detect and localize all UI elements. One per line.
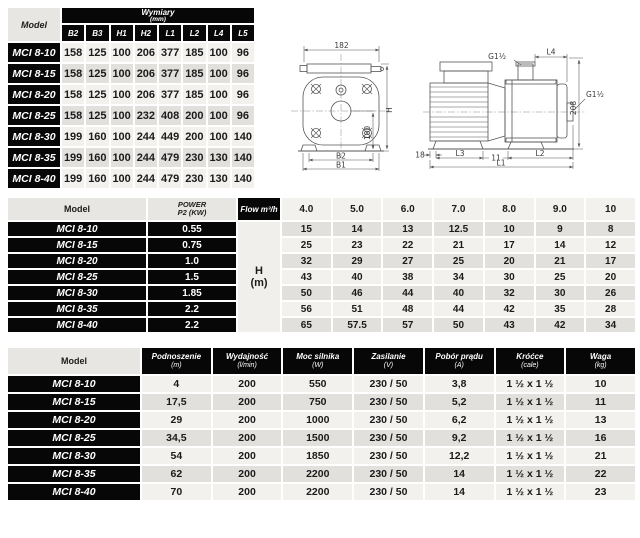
table-row	[8, 64, 254, 83]
value-cell: 377	[160, 88, 180, 101]
value-cell: 206	[136, 67, 156, 80]
value-cell: 32	[503, 287, 515, 299]
value-cell: 70	[170, 486, 183, 498]
value-cell: 34	[605, 319, 617, 331]
value-cell: 4	[173, 378, 180, 390]
value-cell: 206	[136, 88, 156, 101]
value-cell: 30	[554, 287, 566, 299]
column-header-wydajno-	[213, 348, 282, 374]
column-header-l4: L4	[208, 25, 230, 41]
value-cell: 185	[185, 46, 204, 59]
value-cell: 158	[63, 67, 83, 80]
value-cell: 44	[402, 287, 414, 299]
value-cell: 130	[209, 151, 228, 164]
value-cell: 158	[63, 46, 83, 59]
value-cell: 11	[595, 396, 607, 408]
value-cell: 750	[308, 396, 327, 408]
value-cell: 96	[236, 67, 249, 80]
value-cell: 12	[605, 239, 617, 251]
model-cell: MCI 8-40	[8, 169, 60, 188]
table-row	[8, 127, 254, 146]
dimensions-group-unit: (mm)	[150, 16, 166, 23]
value-cell: 200	[185, 109, 204, 122]
column-name: Podnoszenie	[151, 352, 202, 361]
value-cell: 200	[185, 130, 204, 143]
model-cell: MCI 8-30	[8, 127, 60, 146]
value-cell: 100	[112, 151, 131, 164]
value-cell: 22	[402, 239, 414, 251]
value-cell: 43	[300, 271, 312, 283]
column-header-b2: B2	[62, 25, 84, 41]
value-cell: 100	[209, 130, 228, 143]
column-unit: (m)	[171, 362, 182, 369]
value-cell: 100	[209, 46, 228, 59]
value-cell: 199	[63, 130, 83, 143]
value-cell: 51	[351, 303, 363, 315]
value-cell: 130	[209, 172, 228, 185]
value-cell: 21	[554, 255, 566, 267]
value-cell: 43	[503, 319, 515, 331]
value-cell: 199	[63, 172, 83, 185]
value-cell: 96	[236, 88, 249, 101]
value-cell: 26	[605, 287, 617, 299]
value-cell: 230 / 50	[369, 468, 408, 480]
head-unit: (m)	[250, 277, 268, 289]
value-cell: 42	[503, 303, 515, 315]
power-header-line2: P2 (KW)	[177, 208, 207, 217]
value-cell: 230 / 50	[369, 486, 408, 498]
flow-header-8-0: 8.0	[485, 198, 534, 220]
front-view-dimensions	[303, 46, 389, 171]
model-column-header: Model	[8, 8, 60, 41]
value-cell: 230 / 50	[369, 396, 408, 408]
dimensions-group-title: Wymiary	[141, 8, 175, 17]
value-cell: 50	[300, 287, 312, 299]
table-row	[8, 394, 635, 410]
value-cell: 185	[185, 67, 204, 80]
column-header-waga	[566, 348, 635, 374]
column-unit: (kg)	[594, 362, 607, 369]
value-cell: 10	[594, 378, 607, 390]
value-cell: 14	[453, 468, 465, 480]
column-header-podnoszenie	[142, 348, 211, 374]
dim-label-height: H	[385, 107, 394, 113]
power-cell: 2.2	[148, 318, 236, 332]
value-cell: 100	[209, 67, 228, 80]
value-cell: 14	[351, 223, 363, 235]
value-cell: 23	[351, 239, 363, 251]
value-cell: 140	[233, 172, 253, 185]
value-cell: 1850	[306, 450, 330, 462]
value-cell: 20	[605, 271, 617, 283]
flow-header-9-0: 9.0	[536, 198, 585, 220]
value-cell: 25	[554, 271, 566, 283]
value-cell: 44	[452, 303, 465, 315]
column-header-l1: L1	[159, 25, 181, 41]
model-cell: MCI 8-35	[8, 148, 60, 167]
table-row	[8, 376, 635, 392]
value-cell: 1 ½ x 1 ½	[506, 468, 554, 480]
table-row	[8, 254, 635, 268]
value-cell: 100	[112, 46, 131, 59]
model-column-header: Model	[8, 348, 140, 374]
value-cell: 377	[160, 67, 180, 80]
value-cell: 232	[136, 109, 156, 122]
value-cell: 100	[112, 88, 131, 101]
value-cell: 32	[300, 255, 312, 267]
value-cell: 25	[452, 255, 465, 267]
head-unit-cell	[238, 222, 280, 332]
value-cell: 479	[160, 172, 180, 185]
model-cell: MCI 8-30	[8, 448, 140, 464]
value-cell: 377	[160, 46, 180, 59]
value-cell: 29	[351, 255, 363, 267]
model-cell: MCI 8-10	[8, 43, 60, 62]
column-name: Wydajność	[226, 352, 269, 361]
value-cell: 1000	[306, 414, 330, 426]
pump-technical-drawing	[290, 38, 640, 198]
power-header-line1: POWER	[177, 199, 207, 209]
column-name: Waga	[590, 352, 612, 361]
value-cell: 34,5	[166, 432, 187, 444]
dim-label-width: 182	[334, 41, 349, 50]
model-cell: MCI 8-10	[8, 222, 146, 236]
table-row	[8, 222, 635, 236]
value-cell: 125	[88, 46, 107, 59]
model-cell: MCI 8-25	[8, 430, 140, 446]
column-header-kr-ce	[496, 348, 565, 374]
dimensions-group-header	[62, 8, 254, 23]
value-cell: 230	[185, 172, 204, 185]
table-row	[8, 430, 635, 446]
value-cell: 27	[402, 255, 414, 267]
model-column-header: Model	[8, 198, 146, 220]
value-cell: 1 ½ x 1 ½	[506, 432, 554, 444]
column-unit: (cale)	[521, 362, 539, 369]
specifications-table	[6, 346, 637, 502]
column-name: Moc silnika	[296, 352, 340, 361]
value-cell: 54	[170, 450, 183, 462]
model-cell: MCI 8-15	[8, 238, 146, 252]
model-cell: MCI 8-15	[8, 64, 60, 83]
table-row	[8, 448, 635, 464]
value-cell: 16	[594, 432, 607, 444]
power-cell: 1.85	[148, 286, 236, 300]
value-cell: 21	[594, 450, 607, 462]
value-cell: 100	[112, 109, 131, 122]
value-cell: 9,2	[451, 432, 467, 444]
table-row	[8, 302, 635, 316]
value-cell: 13	[594, 414, 607, 426]
table-row	[8, 106, 254, 125]
value-cell: 2200	[306, 486, 330, 498]
model-cell: MCI 8-40	[8, 484, 140, 500]
power-cell: 1.5	[148, 270, 236, 284]
column-header-h1: H1	[111, 25, 133, 41]
value-cell: 160	[88, 172, 107, 185]
value-cell: 160	[88, 151, 107, 164]
value-cell: 200	[238, 396, 256, 408]
value-cell: 46	[351, 287, 363, 299]
dim-label-l1: L1	[496, 158, 506, 168]
value-cell: 408	[160, 109, 180, 122]
value-cell: 200	[238, 378, 256, 390]
value-cell: 6,2	[451, 414, 467, 426]
value-cell: 23	[594, 486, 607, 498]
performance-table	[6, 196, 637, 334]
flow-header-5-0: 5.0	[333, 198, 382, 220]
value-cell: 200	[238, 414, 256, 426]
value-cell: 12,2	[448, 450, 470, 462]
table-row	[8, 412, 635, 428]
value-cell: 230 / 50	[369, 450, 408, 462]
head-label: H	[255, 265, 263, 277]
value-cell: 21	[452, 239, 465, 251]
model-cell: MCI 8-20	[8, 254, 146, 268]
dim-label-l2: L2	[535, 149, 545, 158]
dim-label-port-top: G1½	[488, 52, 506, 61]
value-cell: 479	[160, 151, 180, 164]
flow-header-6-0: 6.0	[383, 198, 432, 220]
value-cell: 140	[233, 151, 253, 164]
flow-header-7-0: 7.0	[434, 198, 483, 220]
dim-label-foot-offset: 18	[415, 150, 425, 160]
value-cell: 550	[308, 378, 327, 390]
value-cell: 1 ½ x 1 ½	[506, 486, 554, 498]
value-cell: 48	[402, 303, 414, 315]
value-cell: 230	[185, 151, 204, 164]
value-cell: 230 / 50	[369, 414, 408, 426]
column-name: Króćce	[516, 352, 544, 361]
value-cell: 100	[209, 109, 228, 122]
value-cell: 9	[557, 223, 563, 235]
value-cell: 56	[300, 303, 312, 315]
table-row	[8, 466, 635, 482]
dim-label-gap: 11	[491, 153, 501, 163]
front-view-labels	[334, 41, 394, 170]
value-cell: 29	[170, 414, 183, 426]
value-cell: 38	[402, 271, 414, 283]
column-header-moc-silnika	[283, 348, 352, 374]
value-cell: 1 ½ x 1 ½	[506, 450, 554, 462]
model-cell: MCI 8-20	[8, 85, 60, 104]
table-row	[8, 169, 254, 188]
value-cell: 10	[503, 223, 515, 235]
value-cell: 2200	[306, 468, 330, 480]
model-cell: MCI 8-35	[8, 302, 146, 316]
value-cell: 160	[88, 130, 107, 143]
value-cell: 40	[351, 271, 363, 283]
value-cell: 230 / 50	[369, 432, 408, 444]
value-cell: 3,8	[451, 378, 467, 390]
value-cell: 200	[238, 450, 256, 462]
column-name: Pobór prądu	[435, 352, 483, 361]
value-cell: 125	[88, 67, 107, 80]
value-cell: 96	[236, 109, 249, 122]
value-cell: 14	[453, 486, 465, 498]
value-cell: 13	[402, 223, 414, 235]
table-row	[8, 148, 254, 167]
front-view	[291, 54, 391, 158]
value-cell: 15	[300, 223, 312, 235]
column-header-b3: B3	[86, 25, 108, 41]
dim-label-b2: B2	[336, 151, 346, 161]
table-row	[8, 286, 635, 300]
model-cell: MCI 8-15	[8, 394, 140, 410]
value-cell: 17	[605, 255, 617, 267]
table-row	[8, 238, 635, 252]
value-cell: 100	[209, 88, 228, 101]
model-cell: MCI 8-40	[8, 318, 146, 332]
value-cell: 206	[136, 46, 156, 59]
column-unit: (W)	[312, 362, 324, 369]
value-cell: 200	[238, 468, 256, 480]
flow-header-10: 10	[586, 198, 635, 220]
value-cell: 40	[452, 287, 465, 299]
table-row	[8, 270, 635, 284]
value-cell: 1 ½ x 1 ½	[506, 378, 554, 390]
value-cell: 34	[452, 271, 465, 283]
dim-label-l4: L4	[546, 47, 556, 57]
table-row	[8, 318, 635, 332]
side-view	[423, 62, 586, 149]
dim-label-port-side: G1½	[586, 90, 604, 99]
value-cell: 185	[185, 88, 204, 101]
value-cell: 17	[503, 239, 515, 251]
column-header-l2: L2	[183, 25, 205, 41]
column-header-l5: L5	[232, 25, 254, 41]
dimensions-table	[6, 6, 256, 190]
power-cell: 1.0	[148, 254, 236, 268]
power-cell: 2.2	[148, 302, 236, 316]
value-cell: 125	[88, 88, 107, 101]
value-cell: 30	[503, 271, 515, 283]
table-row	[8, 43, 254, 62]
value-cell: 22	[594, 468, 607, 480]
value-cell: 57.5	[347, 319, 367, 331]
model-cell: MCI 8-10	[8, 376, 140, 392]
value-cell: 1 ½ x 1 ½	[506, 414, 554, 426]
value-cell: 230 / 50	[369, 378, 408, 390]
value-cell: 5,2	[451, 396, 467, 408]
column-header-zasilanie	[354, 348, 423, 374]
power-cell: 0.55	[148, 222, 236, 236]
model-cell: MCI 8-20	[8, 412, 140, 428]
value-cell: 1500	[306, 432, 330, 444]
value-cell: 25	[300, 239, 312, 251]
column-header-pob-r-pr-du	[425, 348, 494, 374]
value-cell: 12.5	[448, 223, 469, 235]
dim-label-b1: B1	[336, 160, 346, 170]
value-cell: 17,5	[166, 396, 187, 408]
dim-label-l3: L3	[455, 149, 465, 158]
table-row	[8, 85, 254, 104]
model-cell: MCI 8-25	[8, 106, 60, 125]
column-name: Zasilanie	[371, 352, 406, 361]
value-cell: 57	[402, 319, 414, 331]
value-cell: 100	[112, 67, 131, 80]
value-cell: 199	[63, 151, 83, 164]
value-cell: 158	[63, 88, 83, 101]
dim-label-center-height: 100	[363, 125, 372, 141]
model-cell: MCI 8-30	[8, 286, 146, 300]
value-cell: 244	[136, 172, 156, 185]
column-unit: (A)	[454, 362, 464, 369]
value-cell: 244	[136, 151, 156, 164]
value-cell: 50	[452, 319, 465, 331]
column-unit: (V)	[383, 362, 394, 369]
value-cell: 14	[554, 239, 566, 251]
value-cell: 158	[63, 109, 83, 122]
value-cell: 35	[554, 303, 566, 315]
value-cell: 125	[88, 109, 107, 122]
column-unit: (l/min)	[237, 362, 257, 369]
value-cell: 100	[112, 172, 131, 185]
value-cell: 28	[605, 303, 617, 315]
flow-header-4-0: 4.0	[282, 198, 331, 220]
value-cell: 200	[238, 432, 256, 444]
value-cell: 65	[300, 319, 312, 331]
value-cell: 20	[503, 255, 515, 267]
model-cell: MCI 8-35	[8, 466, 140, 482]
value-cell: 96	[236, 46, 249, 59]
dim-label-total-height: 208	[569, 100, 578, 116]
value-cell: 449	[160, 130, 180, 143]
value-cell: 244	[136, 130, 156, 143]
value-cell: 100	[112, 130, 131, 143]
power-cell: 0.75	[148, 238, 236, 252]
model-cell: MCI 8-25	[8, 270, 146, 284]
value-cell: 1 ½ x 1 ½	[506, 396, 554, 408]
table-row	[8, 484, 635, 500]
column-header-h2: H2	[135, 25, 157, 41]
value-cell: 8	[607, 223, 614, 235]
value-cell: 140	[233, 130, 253, 143]
value-cell: 42	[554, 319, 566, 331]
value-cell: 62	[170, 468, 183, 480]
value-cell: 200	[238, 486, 256, 498]
flow-column-header: Flow m³/h	[238, 198, 280, 220]
power-column-header	[148, 198, 236, 220]
